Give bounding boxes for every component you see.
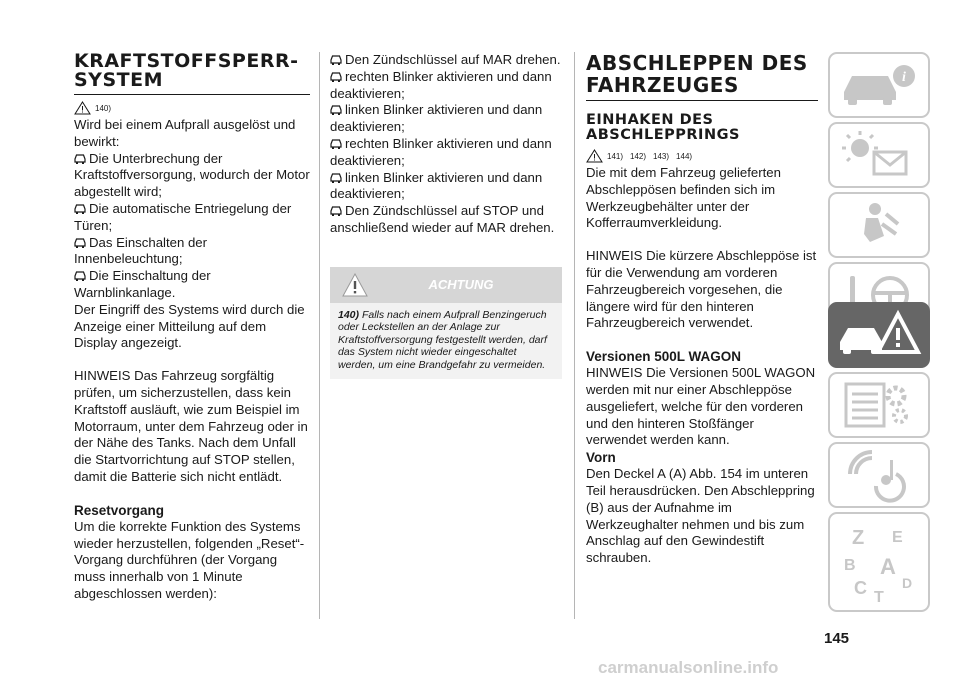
- reference-number: 143): [653, 151, 670, 161]
- note-paragraph: HINWEIS Das Fahrzeug sorgfältig prüfen, um sicherzustellen, dass kein Kraftstoff ausläuft, wie zum Beispiel im Motorraum, unter dem Fahrzeug oder in der Nähe des Tanks. Nach dem Unfall die Startvorrichtung auf STOP stellen, damit die Batterie sich nicht entlädt.: [74, 368, 308, 484]
- list-item: Den Zündschlüssel auf MAR drehen.: [330, 52, 562, 69]
- index-letter: T: [874, 589, 884, 606]
- car-bullet-icon: [74, 203, 86, 214]
- section-title-towing: ABSCHLEPPEN DES FAHRZEUGES: [586, 52, 818, 101]
- reference-number: 140): [95, 103, 112, 113]
- reference-marks: [74, 101, 310, 115]
- car-bullet-icon: [330, 205, 342, 216]
- tab-index[interactable]: [828, 512, 930, 612]
- list-item: Die Einschaltung der Warnblinkanlage.: [74, 268, 211, 300]
- list-item: Die Unterbrechung der Kraftstoffversorgung, wodurch der Motor abgestellt wird;: [74, 150, 310, 200]
- warning-text: 140) Falls nach einem Aufprall Benzingeruch oder Leckstellen an der Anlage zur Kraftstoffversorgung festgestellt werden, darf das System nicht wieder eingeschaltet werden, um eine Brandgefahr zu vermeiden.: [338, 308, 547, 371]
- index-letter: B: [844, 557, 856, 574]
- car-bullet-icon: [330, 172, 342, 183]
- index-letter: Z: [852, 527, 865, 549]
- warning-header: [330, 267, 562, 303]
- list-item: rechten Blinker aktivieren und dann deaktivieren;: [330, 135, 552, 168]
- section-title-fuel-cutoff: KRAFTSTOFFSPERR-SYSTEM: [74, 52, 310, 95]
- warning-box: [330, 267, 562, 380]
- page-number: 145: [824, 630, 850, 647]
- tab-breakdown[interactable]: [828, 302, 930, 368]
- list-item: Das Einschalten der Innenbeleuchtung;: [74, 234, 208, 267]
- paragraph: Um die korrekte Funktion des Systems wieder herzustellen, folgenden „Reset“-Vorgang durchführen (der Vorgang muss innerhalb von 1 Minute abgeschlossen werden):: [74, 518, 305, 601]
- column-divider: [574, 52, 575, 619]
- reset-steps-list: [330, 52, 562, 237]
- paragraph: Der Eingriff des Systems wird durch die Anzeige einer Mitteilung auf dem Display angezeigt.: [74, 301, 305, 351]
- list-item: linken Blinker aktivieren und dann deaktivieren;: [330, 102, 543, 135]
- car-breakdown-icon: [830, 304, 928, 366]
- index-letter: A: [880, 554, 896, 579]
- index-letter: C: [854, 578, 867, 598]
- index-letters-icon: [830, 514, 928, 610]
- car-bullet-icon: [330, 104, 342, 115]
- svg-text:i: i: [902, 70, 906, 85]
- intro-text: Wird bei einem Aufprall ausgelöst und bewirkt:: [74, 117, 296, 149]
- tab-seat-airbag[interactable]: [828, 192, 930, 258]
- seat-airbag-icon: [830, 194, 928, 256]
- warning-triangle-icon: [586, 149, 603, 163]
- car-bullet-icon: [74, 153, 86, 164]
- warning-number: 140): [338, 308, 360, 321]
- list-item: linken Blinker aktivieren und dann deaktivieren;: [330, 169, 543, 202]
- car-info-icon: [830, 54, 928, 116]
- car-bullet-icon: [74, 237, 86, 248]
- column-divider: [319, 52, 320, 619]
- warning-label: ACHTUNG: [428, 276, 494, 292]
- list-item: rechten Blinker aktivieren und dann deaktivieren;: [330, 68, 552, 101]
- list-item: Die automatische Entriegelung der Türen;: [74, 200, 292, 233]
- tab-maintenance[interactable]: [828, 372, 930, 438]
- column-middle: [330, 52, 562, 379]
- car-bullet-icon: [330, 138, 342, 149]
- car-bullet-icon: [330, 71, 342, 82]
- index-letter: E: [892, 529, 903, 546]
- subsection-title-tow-ring: EINHAKEN DES ABSCHLEPPRINGS: [586, 112, 740, 143]
- subheading-reset: Resetvorgang: [74, 502, 165, 518]
- tab-multimedia[interactable]: [828, 442, 930, 508]
- column-right: [586, 52, 818, 567]
- warning-triangle-icon: [74, 101, 91, 115]
- paragraph: Die mit dem Fahrzeug gelieferten Abschleppösen befinden sich im Werkzeugbehälter unter der Kofferraumverkleidung.: [586, 165, 781, 231]
- index-letter: D: [902, 575, 913, 591]
- maintenance-icon: [830, 374, 928, 436]
- reference-number: 141): [607, 151, 624, 161]
- watermark: carmanualsonline.info: [598, 658, 779, 677]
- tab-car-info[interactable]: [828, 52, 930, 118]
- tab-warning-lights[interactable]: [828, 122, 930, 188]
- warning-lights-icon: [830, 124, 928, 186]
- reference-number: 144): [676, 151, 693, 161]
- reference-marks: [586, 149, 818, 163]
- car-bullet-icon: [74, 270, 86, 281]
- paragraph: Den Deckel A (A) Abb. 154 im unteren Teil herausdrücken. Den Abschleppring (B) aus der Aufnahme im Werkzeughalter nehmen und bis zum Anschlag auf den Gewindestift schrauben.: [586, 466, 815, 566]
- column-left: [74, 52, 310, 603]
- effects-list: [74, 151, 310, 302]
- note-paragraph: HINWEIS Die Versionen 500L WAGON werden mit nur einer Abschleppöse ausgeliefert, welche für den vorderen und den hinteren Stoßfänger verwendet werden kann.: [586, 365, 816, 448]
- subheading-front: Vorn: [586, 450, 616, 466]
- reference-number: 142): [630, 151, 647, 161]
- list-item: Den Zündschlüssel auf STOP und anschließend wieder auf MAR drehen.: [330, 203, 555, 235]
- car-bullet-icon: [330, 54, 342, 65]
- subheading-500l-wagon: Versionen 500L WAGON: [586, 349, 742, 365]
- multimedia-icon: [830, 444, 928, 506]
- note-paragraph: HINWEIS Die kürzere Abschleppöse ist für die Verwendung am vorderen Fahrzeugbereich vorgesehen, die längere wird für den hinteren Fahrzeugbereich verwendet.: [586, 248, 817, 331]
